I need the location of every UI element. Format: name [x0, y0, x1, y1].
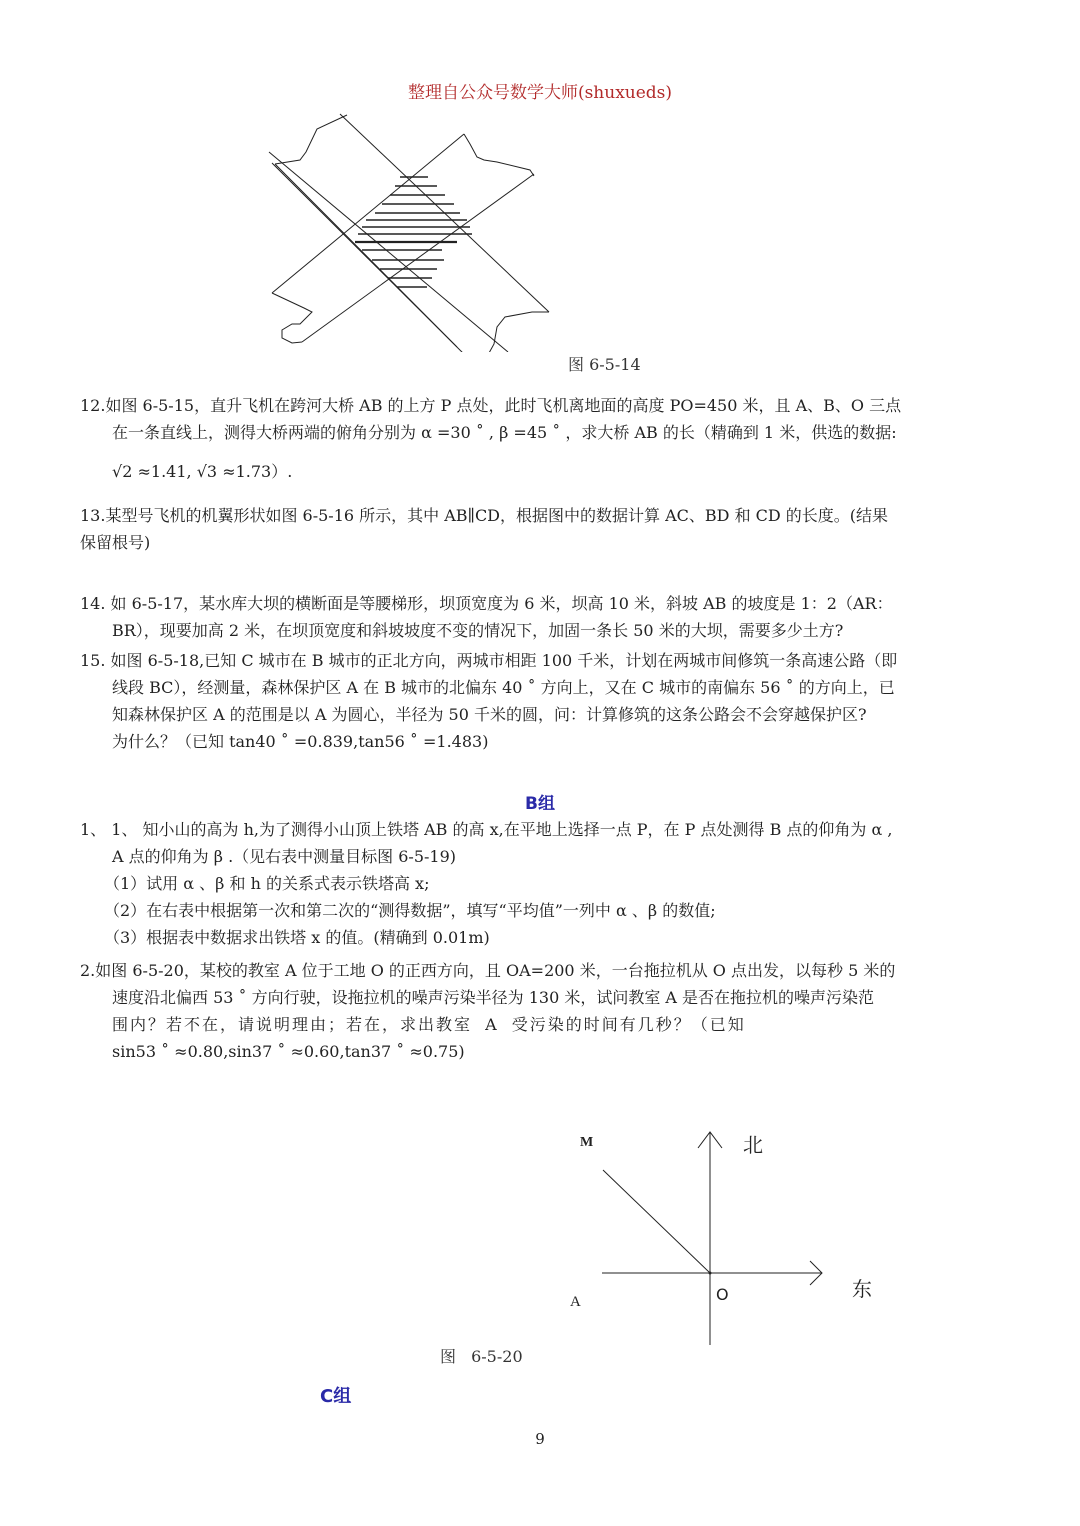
sqrt3-radicand: 3 — [206, 462, 218, 481]
sqrt-symbol-icon: √ — [112, 462, 123, 481]
label-east: 东 — [852, 1277, 872, 1301]
b-problem-1 — [80, 816, 1008, 951]
problem-15 — [80, 647, 1008, 755]
rough-edge-bottom-left — [272, 293, 312, 343]
point-o — [709, 1272, 712, 1275]
label-m: M — [580, 1135, 594, 1150]
b-problem-1-sub-3: （3）根据表中数据求出铁塔 x 的值。(精确到 0.01m) — [104, 928, 490, 947]
rough-edge-bottom-right — [480, 312, 549, 352]
b-problem-2 — [80, 957, 1008, 1065]
path-om — [603, 1170, 710, 1273]
rough-edge-top-left — [275, 115, 347, 164]
problem-13 — [80, 502, 1008, 556]
label-a: A — [570, 1294, 581, 1310]
diagonal-line-1 — [272, 163, 480, 352]
rough-edge-top-right — [464, 134, 534, 176]
b-problem-2-line-1: 2.如图 6-5-20，某校的教室 A 位于工地 O 的正西方向，且 OA=200 米，一台拖拉机从 O 点出发，以每秒 5 米的 — [80, 961, 896, 980]
problem-13-line-1: 13.某型号飞机的机翼形状如图 6-5-16 所示，其中 AB∥CD，根据图中的数据计算 AC、BD 和 CD 的长度。(结果 — [80, 506, 889, 525]
b-problem-2-line-3: 围内？若不在，请说明理由；若在，求出教室 A 受污染的时间有几秒？（已知 — [112, 1015, 746, 1034]
problem-14 — [80, 590, 1008, 644]
b-problem-1-line-2: A 点的仰角为 β .（见右表中测量目标图 6-5-19) — [112, 847, 457, 866]
problem-12-line-2: 在一条直线上，测得大桥两端的俯角分别为 α =30 ˚ , β =45 ˚ ，求大桥 AB 的长（精确到 1 米，供选的数据: — [112, 423, 897, 442]
band-edge-1 — [275, 164, 457, 347]
sqrt2-value: ≈1.41, — [137, 462, 192, 481]
diagonal-line-2 — [269, 152, 508, 352]
problem-15-line-4: 为什么？（已知 tan40 ˚ =0.839,tan56 ˚ =1.483) — [112, 732, 489, 751]
sqrt3-value: ≈1.73）. — [222, 462, 293, 481]
page-number: 9 — [535, 1430, 545, 1448]
label-north: 北 — [743, 1133, 763, 1157]
b-problem-1-line-1: 1、 1、 知小山的高为 h,为了测得小山顶上铁塔 AB 的高 x,在平地上选择一点 P，在 P 点处测得 B 点的仰角为 α , — [80, 820, 893, 839]
problem-12-sqrt-line — [80, 458, 1008, 485]
label-o: O — [716, 1285, 729, 1304]
problem-12 — [80, 392, 1008, 485]
figure-caption-6-5-20: 图 6-5-20 — [440, 1347, 523, 1366]
section-b-title: B组 — [525, 794, 555, 814]
problem-15-line-1: 15. 如图 6-5-18,已知 C 城市在 B 城市的正北方向，两城市相距 100 千米，计划在两城市间修筑一条高速公路（即 — [80, 651, 898, 670]
problem-14-line-1: 14. 如 6-5-17，某水库大坝的横断面是等腰梯形，坝顶宽度为 6 米，坝高 10 米，斜坡 AB 的坡度是 1：2（AR： — [80, 594, 893, 613]
problem-15-line-2: 线段 BC），经测量，森林保护区 A 在 B 城市的北偏东 40 ˚ 方向上，又在 C 城市的南偏东 56 ˚ 的方向上，已 — [112, 678, 895, 697]
b-problem-2-line-2: 速度沿北偏西 53 ˚ 方向行驶，设拖拉机的噪声污染半径为 130 米，试问教室 A 是否在拖拉机的噪声污染范 — [112, 988, 875, 1007]
sqrt-symbol-icon: √ — [196, 462, 207, 481]
problem-15-line-3: 知森林保护区 A 的范围是以 A 为圆心，半径为 50 千米的圆，问：计算修筑的这条公路会不会穿越保护区? — [112, 705, 867, 724]
problem-13-line-2: 保留根号) — [80, 533, 151, 552]
figure-caption-6-5-14: 图 6-5-14 — [568, 355, 641, 374]
figure-6-5-14 — [262, 112, 562, 352]
section-c-title: C组 — [320, 1386, 352, 1407]
watermark-header: 整理自公众号数学大师(shuxueds) — [407, 83, 673, 103]
problem-12-line-1: 12.如图 6-5-15，直升飞机在跨河大桥 AB 的上方 P 点处，此时飞机离地面的高度 PO=450 米，且 A、B、O 三点 — [80, 396, 902, 415]
figure-6-5-20 — [560, 1120, 880, 1350]
problem-14-line-2: BR），现要加高 2 米，在坝顶宽度和斜坡坡度不变的情况下，加固一条长 50 米的大坝，需要多少土方? — [112, 621, 844, 640]
b-problem-1-sub-1: （1）试用 α 、β 和 h 的关系式表示铁塔高 x; — [104, 874, 430, 893]
band-edge-3 — [302, 174, 534, 342]
b-problem-2-line-4: sin53 ˚ ≈0.80,sin37 ˚ ≈0.60,tan37 ˚ ≈0.75) — [112, 1042, 465, 1061]
sqrt2-radicand: 2 — [122, 462, 133, 481]
b-problem-1-sub-2: （2）在右表中根据第一次和第二次的“测得数据”，填写“平均值”一列中 α 、β 的数值; — [104, 901, 716, 920]
